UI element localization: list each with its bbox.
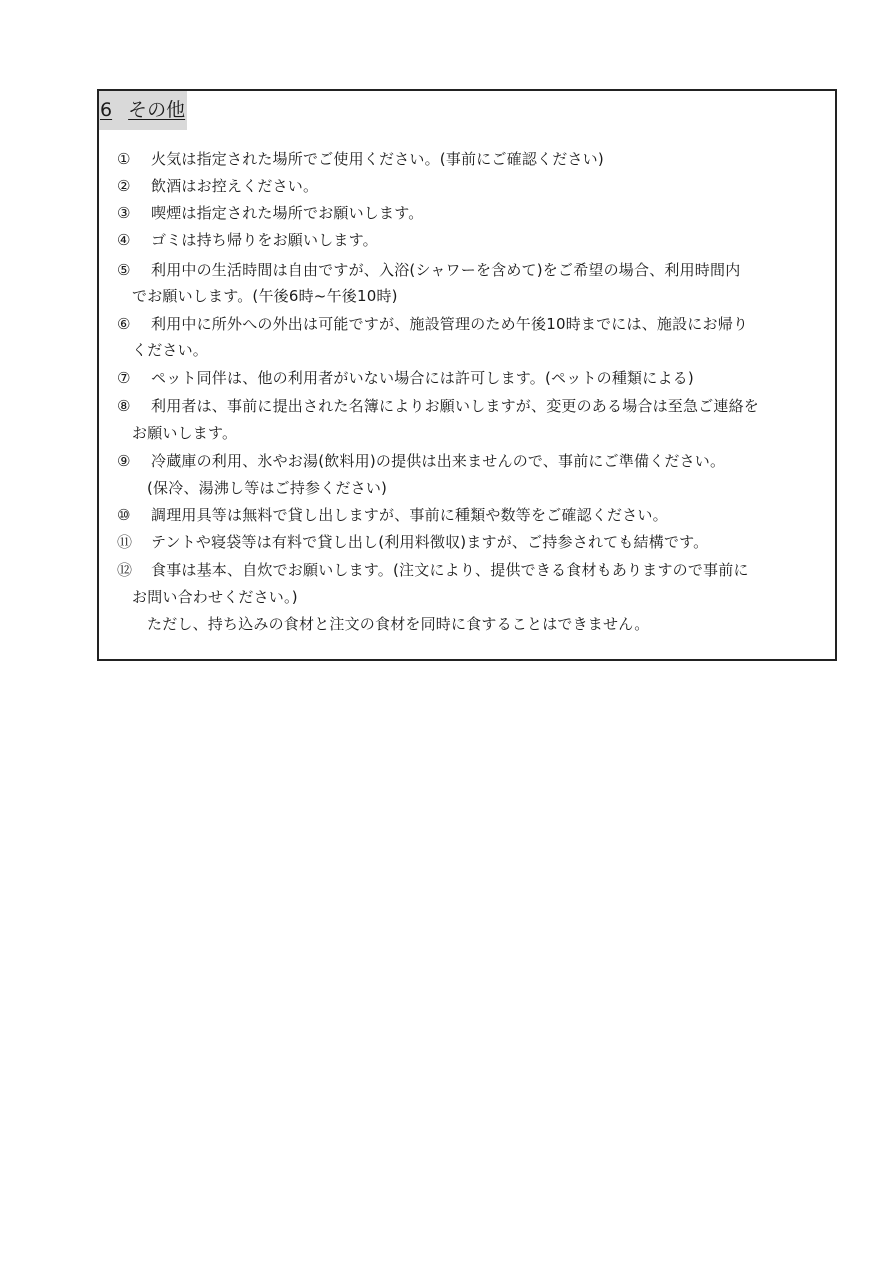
- item-marker: ⑩: [117, 506, 131, 524]
- section-title: その他: [128, 99, 186, 121]
- rule-item-5: [117, 259, 740, 281]
- rule-item-11: [117, 531, 708, 553]
- item-marker: ⑤: [117, 261, 131, 279]
- item-text-note: ただし、持ち込みの食材と注文の食材を同時に食することはできません。: [147, 615, 650, 633]
- rule-item-10: [117, 504, 668, 526]
- item-text-continued: (保冷、湯沸し等はご持参ください): [147, 479, 388, 497]
- item-text-continued: お問い合わせください。): [132, 588, 298, 606]
- rule-item-6-cont: [132, 339, 208, 361]
- item-marker: ⑦: [117, 369, 131, 387]
- item-marker: ②: [117, 177, 131, 195]
- rule-item-9-cont: [147, 477, 387, 499]
- item-marker: ③: [117, 204, 131, 222]
- item-text-continued: お願いします。: [132, 424, 238, 442]
- rule-item-8-cont: [132, 422, 237, 444]
- rule-item-1: [117, 148, 604, 170]
- item-text: テントや寝袋等は有料で貸し出し(利用料徴収)ますが、ご持参されても結構です。: [151, 533, 709, 551]
- item-marker: ⑧: [117, 397, 131, 415]
- other-rules-box: [97, 89, 837, 661]
- rule-item-12-cont: [132, 586, 298, 608]
- item-text: ゴミは持ち帰りをお願いします。: [151, 231, 378, 249]
- rule-item-9: [117, 450, 725, 472]
- item-marker: ⑫: [117, 561, 133, 579]
- section-heading: [99, 91, 187, 130]
- item-marker: ⑨: [117, 452, 131, 470]
- item-text: 調理用具等は無料で貸し出しますが、事前に種類や数等をご確認ください。: [151, 506, 668, 524]
- item-text: 利用中の生活時間は自由ですが、入浴(シャワーを含めて)をご希望の場合、利用時間内: [151, 261, 741, 279]
- item-text: 火気は指定された場所でご使用ください。(事前にご確認ください): [151, 150, 604, 168]
- item-text: 食事は基本、自炊でお願いします。(注文により、提供できる食材もありますので事前に: [151, 561, 749, 579]
- item-text: 利用中に所外への外出は可能ですが、施設管理のため午後10時までには、施設にお帰り: [151, 315, 749, 333]
- rule-item-3: [117, 202, 423, 224]
- item-text: 冷蔵庫の利用、氷やお湯(飲料用)の提供は出来ませんので、事前にご準備ください。: [151, 452, 726, 470]
- item-text-continued: ください。: [132, 341, 209, 359]
- item-text: 利用者は、事前に提出された名簿によりお願いしますが、変更のある場合は至急ご連絡を: [151, 397, 760, 415]
- rule-item-7: [117, 367, 694, 389]
- section-number: 6: [100, 99, 113, 121]
- rule-item-8: [117, 395, 759, 417]
- item-marker: ①: [117, 150, 131, 168]
- rule-item-6: [117, 313, 748, 335]
- rule-item-5-cont: [132, 285, 398, 307]
- rule-item-2: [117, 175, 318, 197]
- rule-item-12: [117, 559, 749, 581]
- item-marker: ④: [117, 231, 131, 249]
- item-text: ペット同伴は、他の利用者がいない場合には許可します。(ペットの種類による): [151, 369, 694, 387]
- item-marker: ⑪: [117, 533, 133, 551]
- rule-item-4: [117, 229, 378, 251]
- item-marker: ⑥: [117, 315, 131, 333]
- rule-item-12-note: [147, 613, 650, 635]
- item-text-continued: でお願いします。(午後6時~午後10時): [132, 287, 398, 305]
- item-text: 飲酒はお控えください。: [151, 177, 319, 195]
- item-text: 喫煙は指定された場所でお願いします。: [151, 204, 424, 222]
